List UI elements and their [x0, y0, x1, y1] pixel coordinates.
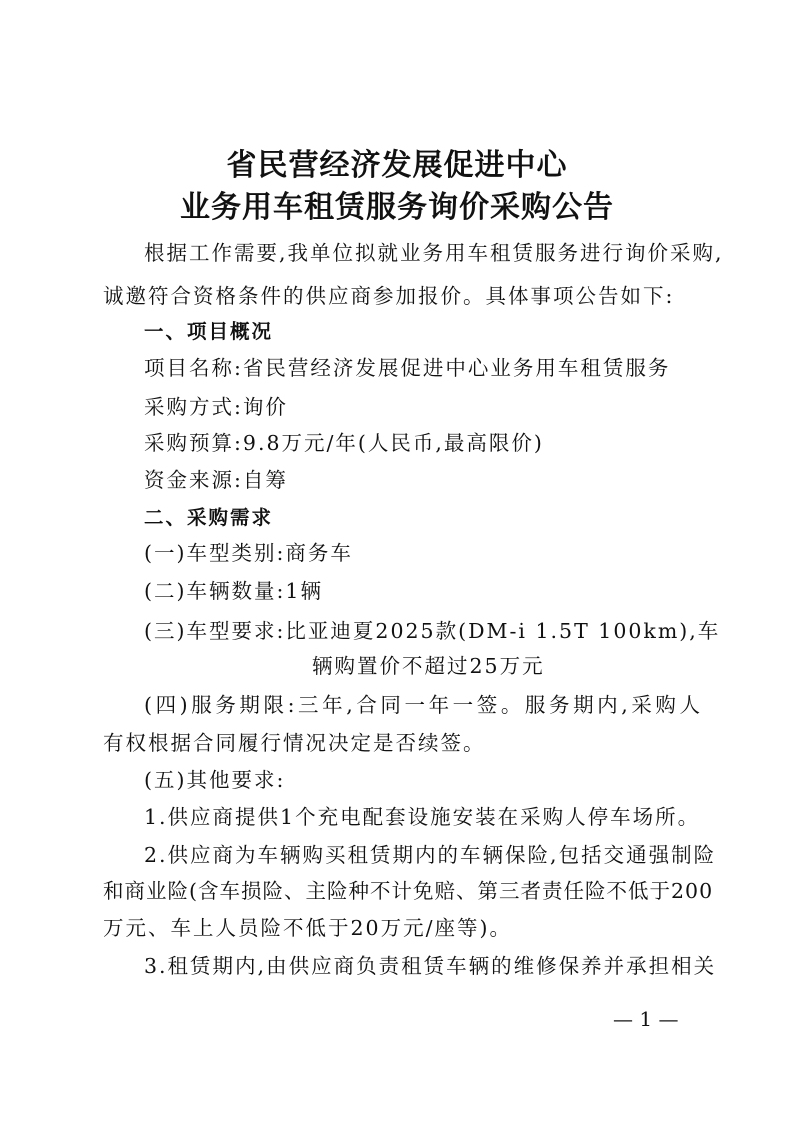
other-requirement-2-line-1: 2.供应商为车辆购买租赁期内的车辆保险,包括交通强制险 — [144, 843, 717, 867]
requirement-term-line-1: (四)服务期限:三年,合同一年一签。服务期内,采购人 — [144, 693, 702, 717]
document-title-line-1: 省民营经济发展促进中心 — [226, 148, 568, 183]
procurement-budget: 采购预算:9.8万元/年(人民币,最高限价) — [144, 431, 544, 455]
section-heading-requirements: 二、采购需求 — [144, 506, 274, 529]
document-title-line-2: 业务用车租赁服务询价采购公告 — [180, 190, 614, 225]
other-requirement-1: 1.供应商提供1个充电配套设施安装在采购人停车场所。 — [144, 805, 701, 829]
funding-source: 资金来源:自筹 — [144, 468, 288, 492]
requirement-term-line-2: 有权根据合同履行情况决定是否续签。 — [103, 731, 486, 755]
other-requirement-2-line-3: 万元、车上人员险不低于20万元/座等)。 — [103, 916, 512, 940]
procurement-method: 采购方式:询价 — [144, 395, 288, 419]
requirement-vehicle-type: (一)车型类别:商务车 — [144, 541, 353, 565]
page-number: — 1 — — [613, 1007, 679, 1031]
project-name: 项目名称:省民营经济发展促进中心业务用车租赁服务 — [144, 356, 671, 380]
intro-line-2: 诚邀符合资格条件的供应商参加报价。具体事项公告如下: — [103, 284, 675, 308]
section-heading-project-overview: 一、项目概况 — [144, 320, 274, 343]
intro-line-1: 根据工作需要,我单位拟就业务用车租赁服务进行询价采购, — [144, 241, 724, 265]
other-requirement-3-line-1: 3.租赁期内,由供应商负责租赁车辆的维修保养并承担相关 — [144, 954, 717, 978]
requirement-model-line-1: (三)车型要求:比亚迪夏2025款(DM-i 1.5T 100km),车 — [144, 619, 721, 643]
requirement-model-line-2: 辆购置价不超过25万元 — [312, 654, 545, 678]
requirement-vehicle-count: (二)车辆数量:1辆 — [144, 579, 323, 603]
other-requirement-2-line-2: 和商业险(含车损险、主险种不计免赔、第三者责任险不低于200 — [103, 879, 714, 903]
requirement-other: (五)其他要求: — [144, 768, 286, 792]
